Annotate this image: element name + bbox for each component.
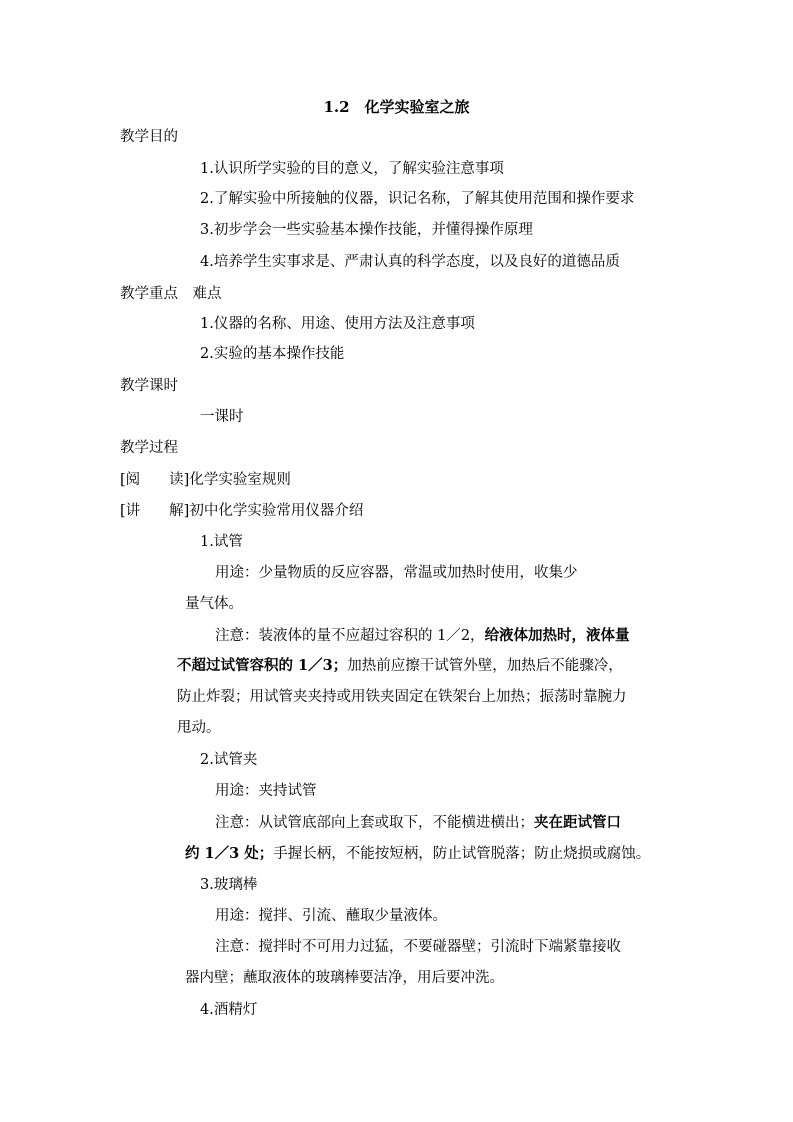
instrument-name: 4.酒精灯 bbox=[200, 1002, 258, 1018]
note-emphasis: 约 1／3 处； bbox=[185, 845, 274, 862]
class-hours-value: 一课时 bbox=[200, 409, 244, 425]
instrument-name: 3.玻璃棒 bbox=[200, 877, 258, 893]
note-line bbox=[215, 626, 630, 646]
note-line bbox=[177, 656, 623, 676]
page-title: 1.2 化学实验室之旅 bbox=[323, 98, 470, 116]
note-line: 防止炸裂；用试管夹夹持或用铁夹固定在铁架台上加热；振荡时靠腕力 bbox=[177, 689, 627, 705]
process-heading: 教学过程 bbox=[120, 440, 178, 456]
key-point-item: 2.实验的基本操作技能 bbox=[200, 346, 345, 362]
objectives-heading: 教学目的 bbox=[120, 129, 178, 145]
lecture-line: [讲 解]初中化学实验常用仪器介绍 bbox=[120, 503, 364, 519]
note-emphasis: 夹在距试管口 bbox=[534, 814, 621, 831]
note-line: 器内壁；蘸取液体的玻璃棒要洁净，用后要冲洗。 bbox=[185, 970, 504, 986]
note-emphasis: 不超过试管容积的 1／3； bbox=[177, 657, 348, 674]
class-hours-heading: 教学课时 bbox=[120, 378, 178, 394]
instrument-name: 2.试管夹 bbox=[200, 752, 258, 768]
usage-line: 用途：夹持试管 bbox=[215, 783, 317, 799]
note-text: 手握长柄，不能按短柄，防止试管脱落；防止烧损或腐蚀。 bbox=[273, 846, 651, 862]
objective-item: 1.认识所学实验的目的意义，了解实验注意事项 bbox=[200, 161, 504, 177]
note-line bbox=[185, 844, 650, 864]
note-emphasis: 给液体加热时，液体量 bbox=[484, 627, 630, 644]
objective-item: 2.了解实验中所接触的仪器，识记名称，了解其使用范围和操作要求 bbox=[200, 191, 635, 207]
key-points-heading: 教学重点 难点 bbox=[120, 286, 222, 302]
note-text: 注意：从试管底部向上套或取下，不能横进横出； bbox=[215, 815, 534, 831]
note-line: 注意：搅拌时不可用力过猛，不要碰器壁；引流时下端紧靠接收 bbox=[215, 939, 621, 955]
read-line: [阅 读]化学实验室规则 bbox=[120, 472, 291, 488]
usage-line: 量气体。 bbox=[185, 596, 243, 612]
note-text: 加热前应擦干试管外壁，加热后不能骤冷， bbox=[347, 658, 623, 674]
note-line bbox=[215, 813, 621, 833]
note-line: 甩动。 bbox=[177, 720, 221, 736]
key-point-item: 1.仪器的名称、用途、使用方法及注意事项 bbox=[200, 316, 475, 332]
objective-item: 4.培养学生实事求是、严肃认真的科学态度，以及良好的道德品质 bbox=[200, 254, 620, 270]
objective-item: 3.初步学会一些实验基本操作技能，并懂得操作原理 bbox=[200, 222, 533, 238]
note-text: 注意：装液体的量不应超过容积的 1／2， bbox=[215, 628, 485, 644]
usage-line: 用途：搅拌、引流、蘸取少量液体。 bbox=[215, 908, 447, 924]
instrument-name: 1.试管 bbox=[200, 534, 243, 550]
usage-line: 用途：少量物质的反应容器，常温或加热时使用，收集少 bbox=[215, 565, 578, 581]
